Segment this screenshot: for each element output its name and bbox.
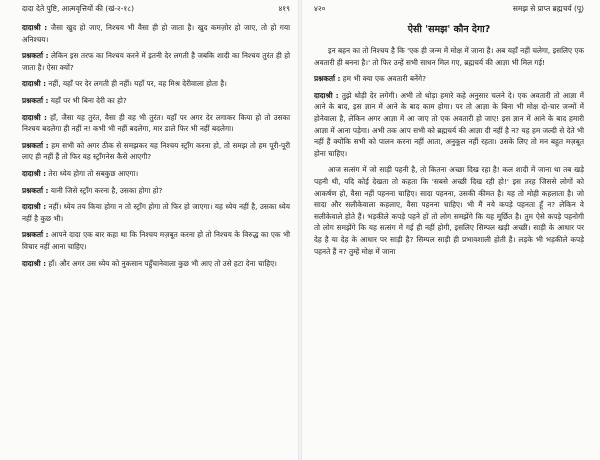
dialogue-paragraph [22,140,290,163]
dialogue-paragraph [22,258,290,270]
dialogue-paragraph [22,95,290,107]
speaker-label: प्रश्नकर्ता : [314,74,341,84]
dialogue-text: हाँ। और अगर उस ध्येय को नुकसान पहुँचानेवाला कुछ भी आए तो उसे हटा देना चाहिए। [48,258,277,268]
speaker-label: प्रश्नकर्ता : [22,51,49,61]
body-paragraph [314,45,584,68]
dialogue-paragraph [314,90,584,160]
dialogue-text: लेकिन इस तरफ का निश्चय करने में इतनी देर लगती है जबकि शादी का निश्चय तुरंत ही हो जाता है। ऐसा क्यों? [22,51,290,72]
dialogue-text: यहाँ पर भी बिना देरी का हो? [50,95,127,105]
dialogue-text: हाँ, जैसा यह तुरंत, वैसा ही वह भी तुरंत। यहाँ पर अगर देर लगाकर किया हो तो उसका निश्चय बदलेगा ही नहीं न! कभी भी नहीं बदलेगा, मार डाले फिर भी नहीं बदलेगा। [22,112,291,134]
left-page-number: ४१९ [278,4,290,13]
left-page [0,0,298,460]
speaker-label: प्रश्नकर्ता : [22,185,49,195]
speaker-label: प्रश्नकर्ता : [22,230,49,240]
left-page-body [22,22,290,269]
speaker-label: प्रश्नकर्ता : [22,140,49,150]
dialogue-paragraph [22,168,290,180]
left-page-header [22,4,290,14]
body-paragraph [314,164,584,257]
dialogue-text: जैसा खुद हो जाए, निश्चय भी वैसा ही हो जाता है। खुद कमज़ोर हो जाए, तो हो गया अनिश्चय। [22,23,290,44]
dialogue-text: हम सभी को अगर ठीक से समझकर यह निश्चय स्ट्रॉंग करना हो, तो समझ तो हम पूरी-पूरी लाए ही नहीं हैं तो फिर वह स्ट्रॉंगनेस कैसे आएगी? [22,140,290,162]
paragraph-text: इन बहन का तो निश्चय है कि 'एक ही जन्म में मोक्ष में जाना है। अब यहाँ नहीं चलेगा, इसलिए एक अवतारी ही बनना है।' तो फिर उन्हें सभी साधन मिल गए, ब्रह्मचर्य की आज्ञा भी मिल गई! [314,46,584,67]
paragraph-text: आज सत्संग में जो साड़ी पहनी है, तो कितना अच्छा दिख रहा है! कल शादी में जाना था तब खड़े पहनी थी, यदि कोई देखता तो कहता कि 'सबसे अच्छी दिख रही हो!' इस तरह जिससे लोगों को आकर्षण हो, वैसा नहीं पहनना चाहिए। सादा पहनना, उसकी कीमत है। यह तो मोही कहलाता है। जो सादा और सलीकेवाला कहलाए, वैसा पहनना चाहिए। भी मैं नये कपड़े पहनता हूँ न? लेकिन वे सलीकेवाले होते हैं। भड़कीले कपड़े पहने हों तो लोग समझेंगे कि यह मूर्छित है। तुम ऐसे कपड़े पहनोगी तो लोग समझेंगे कि यह सत्संग में गई ही नहीं होगी, इसलिए सिम्पल खड़ी अच्छी। साड़ी के आधार पर देह है या देह के आधार पर साड़ी है? सिम्पल साड़ी ही प्रभावशाली होती है। लड़के भी भड़कीले कपड़े पहनते हैं न? तुम्हें मोक्ष में जाना [314,165,584,256]
speaker-label: प्रश्नकर्ता : [22,95,49,105]
dialogue-text: तुझे थोड़ी देर लगेगी। अभी तो थोड़ा हमारे कहे अनुसार चलने दे। एक अवतारी तो आज्ञा में आने के बाद, इस ज्ञान में आने के बाद काम होगा। पर तो आज्ञा के बिना भी मोक्ष दो-चार जन्मों में होनेवाला है, लेकिन अगर आज्ञा में आ जाए तो एक अवतारी हो जाए! इस ज्ञान में आने के बाद हमारी आज्ञा में आना पड़ेगा। अभी तक आप सभी को ब्रह्मचर्य की आज्ञा दी नहीं है न? यह हम जल्दी से देते भी नहीं हैं क्योंकि सभी को पालन करना नहीं आता, अनुकूल नहीं रहता। उसके लिए तो मन बहुत मज़बूत होना चाहिए। [314,90,584,158]
dialogue-paragraph [22,50,290,73]
speaker-label: दादाश्री : [22,202,47,212]
dialogue-text: यानी जिसे स्ट्रॉंग करना है, उसका होगा हो? [50,185,163,195]
dialogue-paragraph [22,22,290,45]
speaker-label: दादाश्री : [22,112,47,122]
dialogue-text: नहीं, यहाँ पर देर लगती ही नहीं। यहाँ पर, वह मिश्र देरीवाला होता है। [48,79,227,89]
dialogue-paragraph [22,185,290,197]
dialogue-text: तेरा ध्येय होगा तो सबकुछ आएगा। [48,168,139,178]
right-page-body [314,45,584,257]
right-page-number: ४२० [314,4,326,13]
dialogue-paragraph [22,201,290,224]
speaker-label: दादाश्री : [22,79,47,89]
dialogue-paragraph [314,73,584,85]
dialogue-text: नहीं। ध्येय तय किया होगा न तो स्ट्रॉंग होगा तो फिर हो जाएगा। यह ध्येय नहीं है, उसका ध्येय नहीं है कुछ भी। [22,202,290,223]
right-page [302,0,600,460]
right-running-title: समझ से प्राप्त ब्रह्मचर्य (पू) [512,4,584,13]
right-page-header [314,4,584,14]
dialogue-text: हम भी क्या एक अवतारी बनेंगे? [342,74,427,84]
dialogue-paragraph [22,112,290,135]
speaker-label: दादाश्री : [22,168,47,178]
dialogue-paragraph [22,229,290,252]
speaker-label: दादाश्री : [314,90,339,100]
left-running-title: दादा देते पुष्टि, आत्मवृत्तियों की (खं-२-१८) [22,4,134,13]
section-heading: ऐसी 'समझ' कौन देगा? [407,24,491,35]
dialogue-text: आपने दादा एक बार कहा था कि निश्चय मज़बूत करना हो तो निश्चय के विरुद्ध का एक भी विचार नहीं आना चाहिए। [22,230,290,251]
speaker-label: दादाश्री : [22,23,48,32]
speaker-label: दादाश्री : [22,258,47,268]
dialogue-paragraph [22,78,290,90]
